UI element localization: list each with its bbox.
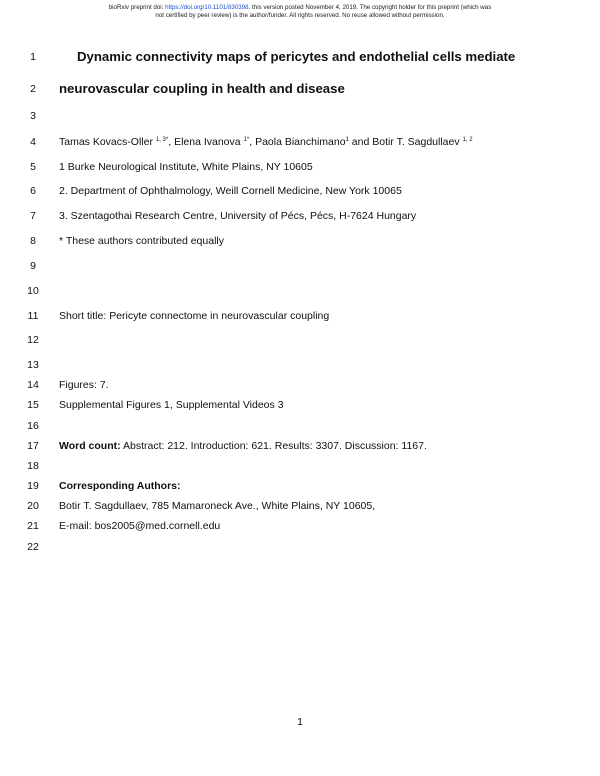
line-number: 18 (27, 460, 39, 472)
author-separator: and (348, 136, 373, 148)
affiliation-1: 1 Burke Neurological Institute, White Plains, NY 10605 (59, 161, 313, 173)
author-affiliation-mark: 1, 3* (155, 137, 169, 143)
line-number: 22 (27, 541, 39, 553)
paper-title-line-1: Dynamic connectivity maps of pericytes and endothelial cells mediate (77, 49, 516, 64)
author-affiliation-mark: 1, 2 (462, 137, 473, 143)
line-number: 5 (30, 161, 36, 173)
line-number: 2 (30, 83, 36, 95)
word-count (59, 440, 427, 452)
author-separator: , (168, 136, 175, 148)
header-line-1 (40, 4, 560, 12)
author-name: Tamas Kovacs-Oller (59, 136, 153, 148)
line-number: 9 (30, 260, 36, 272)
author-affiliation-mark: 1* (243, 137, 250, 143)
page-number: 1 (297, 716, 303, 728)
line-number: 14 (27, 379, 39, 391)
author-name: Elena Ivanova (174, 136, 241, 148)
corresponding-heading (59, 480, 181, 492)
author-name: Paola Bianchimano (255, 136, 346, 148)
paper-title-line-2: neurovascular coupling in health and disease (59, 81, 345, 96)
figures-count: Figures: 7. (59, 379, 109, 391)
affiliation-2: 2. Department of Ophthalmology, Weill Cornell Medicine, New York 10065 (59, 185, 402, 197)
line-number: 15 (27, 399, 39, 411)
line-number: 7 (30, 210, 36, 222)
line-number: 16 (27, 420, 39, 432)
line-number: 19 (27, 480, 39, 492)
preprint-header (40, 4, 560, 19)
header-doi-prefix: bioRxiv preprint doi: (108, 4, 166, 11)
author-list (59, 136, 473, 148)
line-number: 4 (30, 136, 36, 148)
doi-link[interactable]: https://doi.org/10.1101/830398 (165, 4, 249, 11)
corresponding-heading-text: Corresponding Authors: (59, 480, 181, 492)
line-number: 8 (30, 235, 36, 247)
header-line-2: not certified by peer review) is the author/funder. All rights reserved. No reuse allowed without permission. (155, 11, 445, 19)
author-affiliation-mark: 1 (345, 137, 349, 143)
author-separator: , (249, 136, 256, 148)
line-number: 21 (27, 520, 39, 532)
line-number: 11 (27, 310, 39, 322)
affiliation-3: 3. Szentagothai Research Centre, University of Pécs, Pécs, H-7624 Hungary (59, 210, 417, 222)
supplemental-info: Supplemental Figures 1, Supplemental Videos 3 (59, 399, 284, 411)
line-number: 3 (30, 110, 36, 122)
line-number: 10 (27, 285, 39, 297)
line-number: 13 (27, 359, 39, 371)
line-number: 6 (30, 185, 36, 197)
corresponding-address: Botir T. Sagdullaev, 785 Mamaroneck Ave., White Plains, NY 10605, (59, 500, 376, 512)
line-number: 12 (27, 334, 39, 346)
short-title: Short title: Pericyte connectome in neurovascular coupling (59, 310, 330, 322)
line-number: 20 (27, 500, 39, 512)
line-number: 17 (27, 440, 39, 452)
corresponding-email: E-mail: bos2005@med.cornell.edu (59, 520, 221, 532)
author-name: Botir T. Sagdullaev (372, 136, 460, 148)
line-number: 1 (30, 51, 36, 63)
equal-contribution-note: * These authors contributed equally (59, 235, 224, 247)
word-count-values: Abstract: 212. Introduction: 621. Results: 3307. Discussion: 1167. (120, 440, 427, 452)
header-version-text: . this version posted November 4, 2019. The copyright holder for this preprint (which was (248, 4, 492, 11)
word-count-label: Word count: (59, 440, 121, 452)
